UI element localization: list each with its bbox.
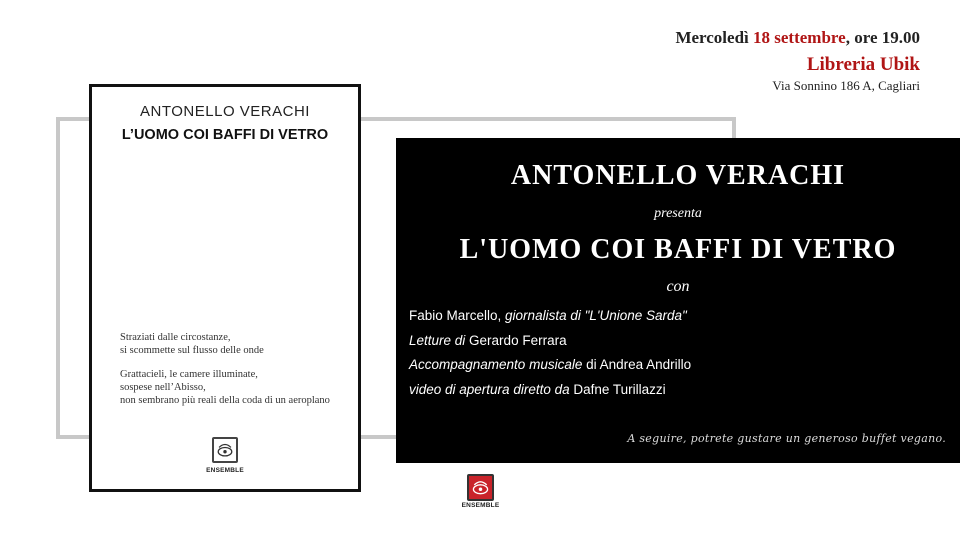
book-title: L’UOMO COI BAFFI DI VETRO xyxy=(121,127,329,143)
info-book-title: L'UOMO COI BAFFI DI VETRO xyxy=(459,234,897,265)
participant-name: Fabio Marcello, xyxy=(409,308,506,323)
participant-name: Gerardo Ferrara xyxy=(469,332,567,348)
buffet-note: A seguire, potrete gustare un generoso buffet vegano. xyxy=(627,432,946,445)
event-date-prefix: Mercoledì xyxy=(675,28,754,47)
participant-role: Accompagnamento musicale xyxy=(409,357,587,372)
event-date-suffix: , ore 19.00 xyxy=(845,28,920,47)
poem-stanza-2 xyxy=(120,368,350,407)
ensemble-logo-icon xyxy=(212,437,238,463)
book-cover xyxy=(89,84,361,492)
event-info xyxy=(675,28,920,94)
poem-line: non sembrano più reali della coda di un aeroplano xyxy=(120,395,330,406)
participant-line xyxy=(409,304,691,329)
publisher-logo-caption: ENSEMBLE xyxy=(206,467,244,474)
ensemble-logo-icon xyxy=(467,474,494,501)
participant-name: di Andrea Andrillo xyxy=(586,357,692,372)
info-with: con xyxy=(666,278,690,295)
venue-name: Libreria Ubik xyxy=(806,54,920,75)
poem-stanza-1 xyxy=(120,331,350,357)
participant-role: giornalista di "L'Unione Sarda" xyxy=(505,308,687,323)
book-author: ANTONELLO VERACHI xyxy=(140,103,310,120)
participant-role: video di apertura diretto da xyxy=(409,381,574,397)
footer-logo-caption: ENSEMBLE xyxy=(461,502,500,509)
participant-line xyxy=(409,329,691,354)
poem-line: si scommette sul flusso delle onde xyxy=(120,345,264,356)
info-author: ANTONELLO VERACHI xyxy=(510,160,846,191)
participant-line xyxy=(409,353,691,378)
venue-address: Via Sonnino 186 A, Cagliari xyxy=(772,78,920,93)
poem-line: Straziati dalle circostanze, xyxy=(120,332,231,343)
participant-role: Letture di xyxy=(409,332,470,348)
poem-line: Grattacieli, le camere illuminate, xyxy=(120,369,258,380)
participant-name: Dafne Turillazzi xyxy=(573,381,666,397)
event-date xyxy=(675,28,920,48)
book-poem xyxy=(120,331,350,418)
poem-line: sospese nell’Abisso, xyxy=(120,382,206,393)
info-presents: presenta xyxy=(654,206,702,221)
event-info-box xyxy=(396,138,960,463)
event-date-highlight: 18 settembre xyxy=(753,28,846,47)
participant-line xyxy=(409,378,691,403)
participants-list xyxy=(409,304,691,402)
